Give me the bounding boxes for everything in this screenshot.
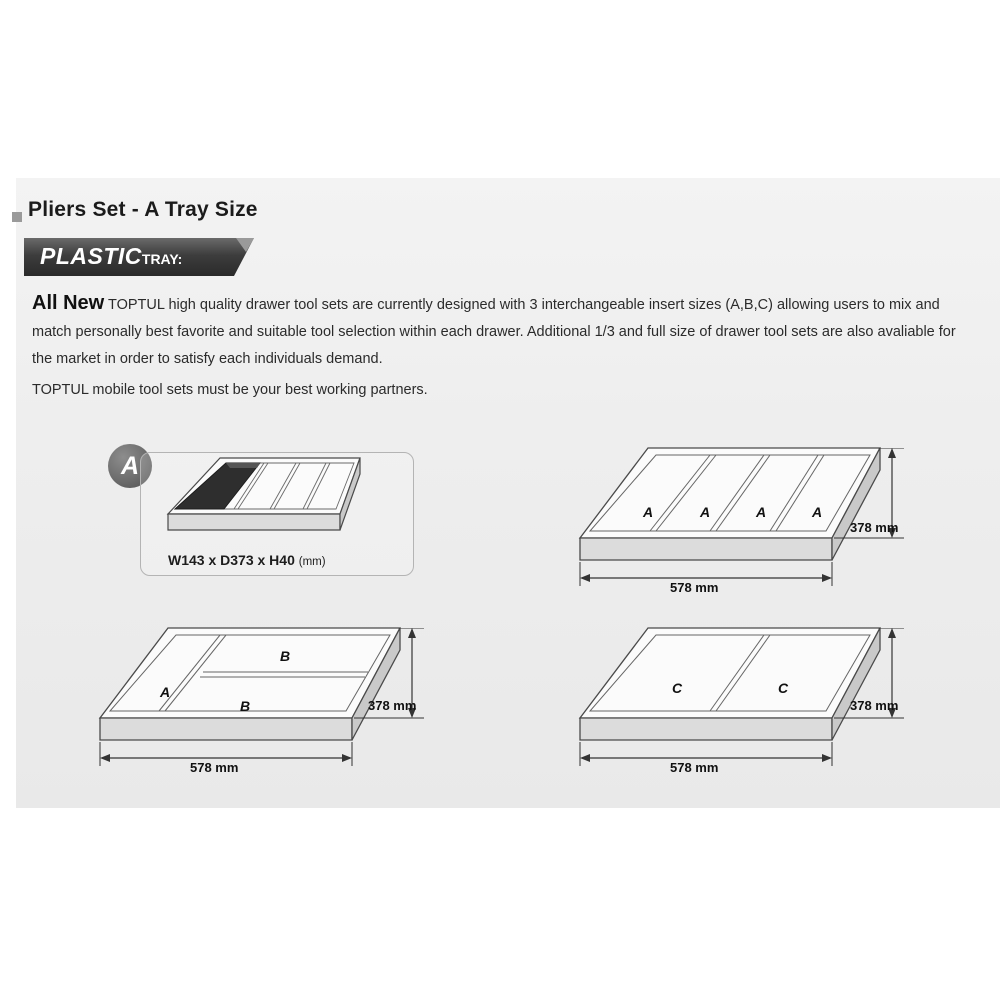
- insert-size-badge-a: A: [108, 444, 152, 488]
- figure-tray-c-two: [560, 620, 900, 775]
- cell-label-a3: A: [756, 504, 767, 520]
- sample-caption-text: W143 x D373 x H40: [168, 552, 295, 568]
- plastic-tray-banner: [24, 238, 254, 276]
- panel-left-strip: [0, 178, 16, 808]
- tray-c-two-depth-dim: [830, 628, 910, 748]
- cell-label-a4: A: [812, 504, 823, 520]
- tray-a-four-width-label: 578 mm: [670, 580, 719, 595]
- banner-main: PLASTIC: [40, 243, 142, 269]
- cell-label-ab-a: A: [160, 684, 171, 700]
- banner-text: [40, 243, 182, 270]
- description-block: [32, 290, 972, 404]
- tray-ab-width-label: 578 mm: [190, 760, 239, 775]
- tray-c-two-width-label: 578 mm: [670, 760, 719, 775]
- tray-ab-depth-dim: [350, 628, 430, 748]
- cell-label-ab-b2: B: [240, 698, 251, 714]
- cell-label-a2: A: [700, 504, 711, 520]
- cell-label-a1: A: [643, 504, 654, 520]
- description-closing: TOPTUL mobile tool sets must be your best working partners.: [32, 382, 428, 398]
- sample-tray-caption: [168, 552, 326, 568]
- corner-marker: [12, 212, 22, 222]
- figure-tray-a-four: [560, 440, 900, 595]
- description-body: TOPTUL high quality drawer tool sets are currently designed with 3 interchangeable insert sizes (A,B,C) allowing users to mix and match personally best favorite and suitable tool selection within each drawer. Additional 1/3 and full size of drawer tool sets are also avaliable for the market in order to satisfy each individuals demand.: [32, 297, 956, 367]
- cell-label-c1: C: [672, 680, 683, 696]
- tray-a-four-depth-dim: [830, 448, 910, 568]
- cell-label-c2: C: [778, 680, 789, 696]
- cell-label-ab-b1: B: [280, 648, 291, 664]
- tray-c-two-depth-label: 378 mm: [850, 698, 899, 713]
- sample-caption-unit: (mm): [298, 556, 326, 568]
- tray-a-four-depth-label: 378 mm: [850, 520, 899, 535]
- tray-ab-depth-label: 378 mm: [368, 698, 417, 713]
- banner-sub: TRAY:: [141, 251, 183, 267]
- sample-tray-svg: [160, 452, 400, 562]
- description-lead: All New: [32, 292, 105, 314]
- page-title: Pliers Set - A Tray Size: [28, 198, 258, 221]
- figure-sample-tray: [160, 452, 400, 562]
- figure-tray-ab: [80, 620, 420, 775]
